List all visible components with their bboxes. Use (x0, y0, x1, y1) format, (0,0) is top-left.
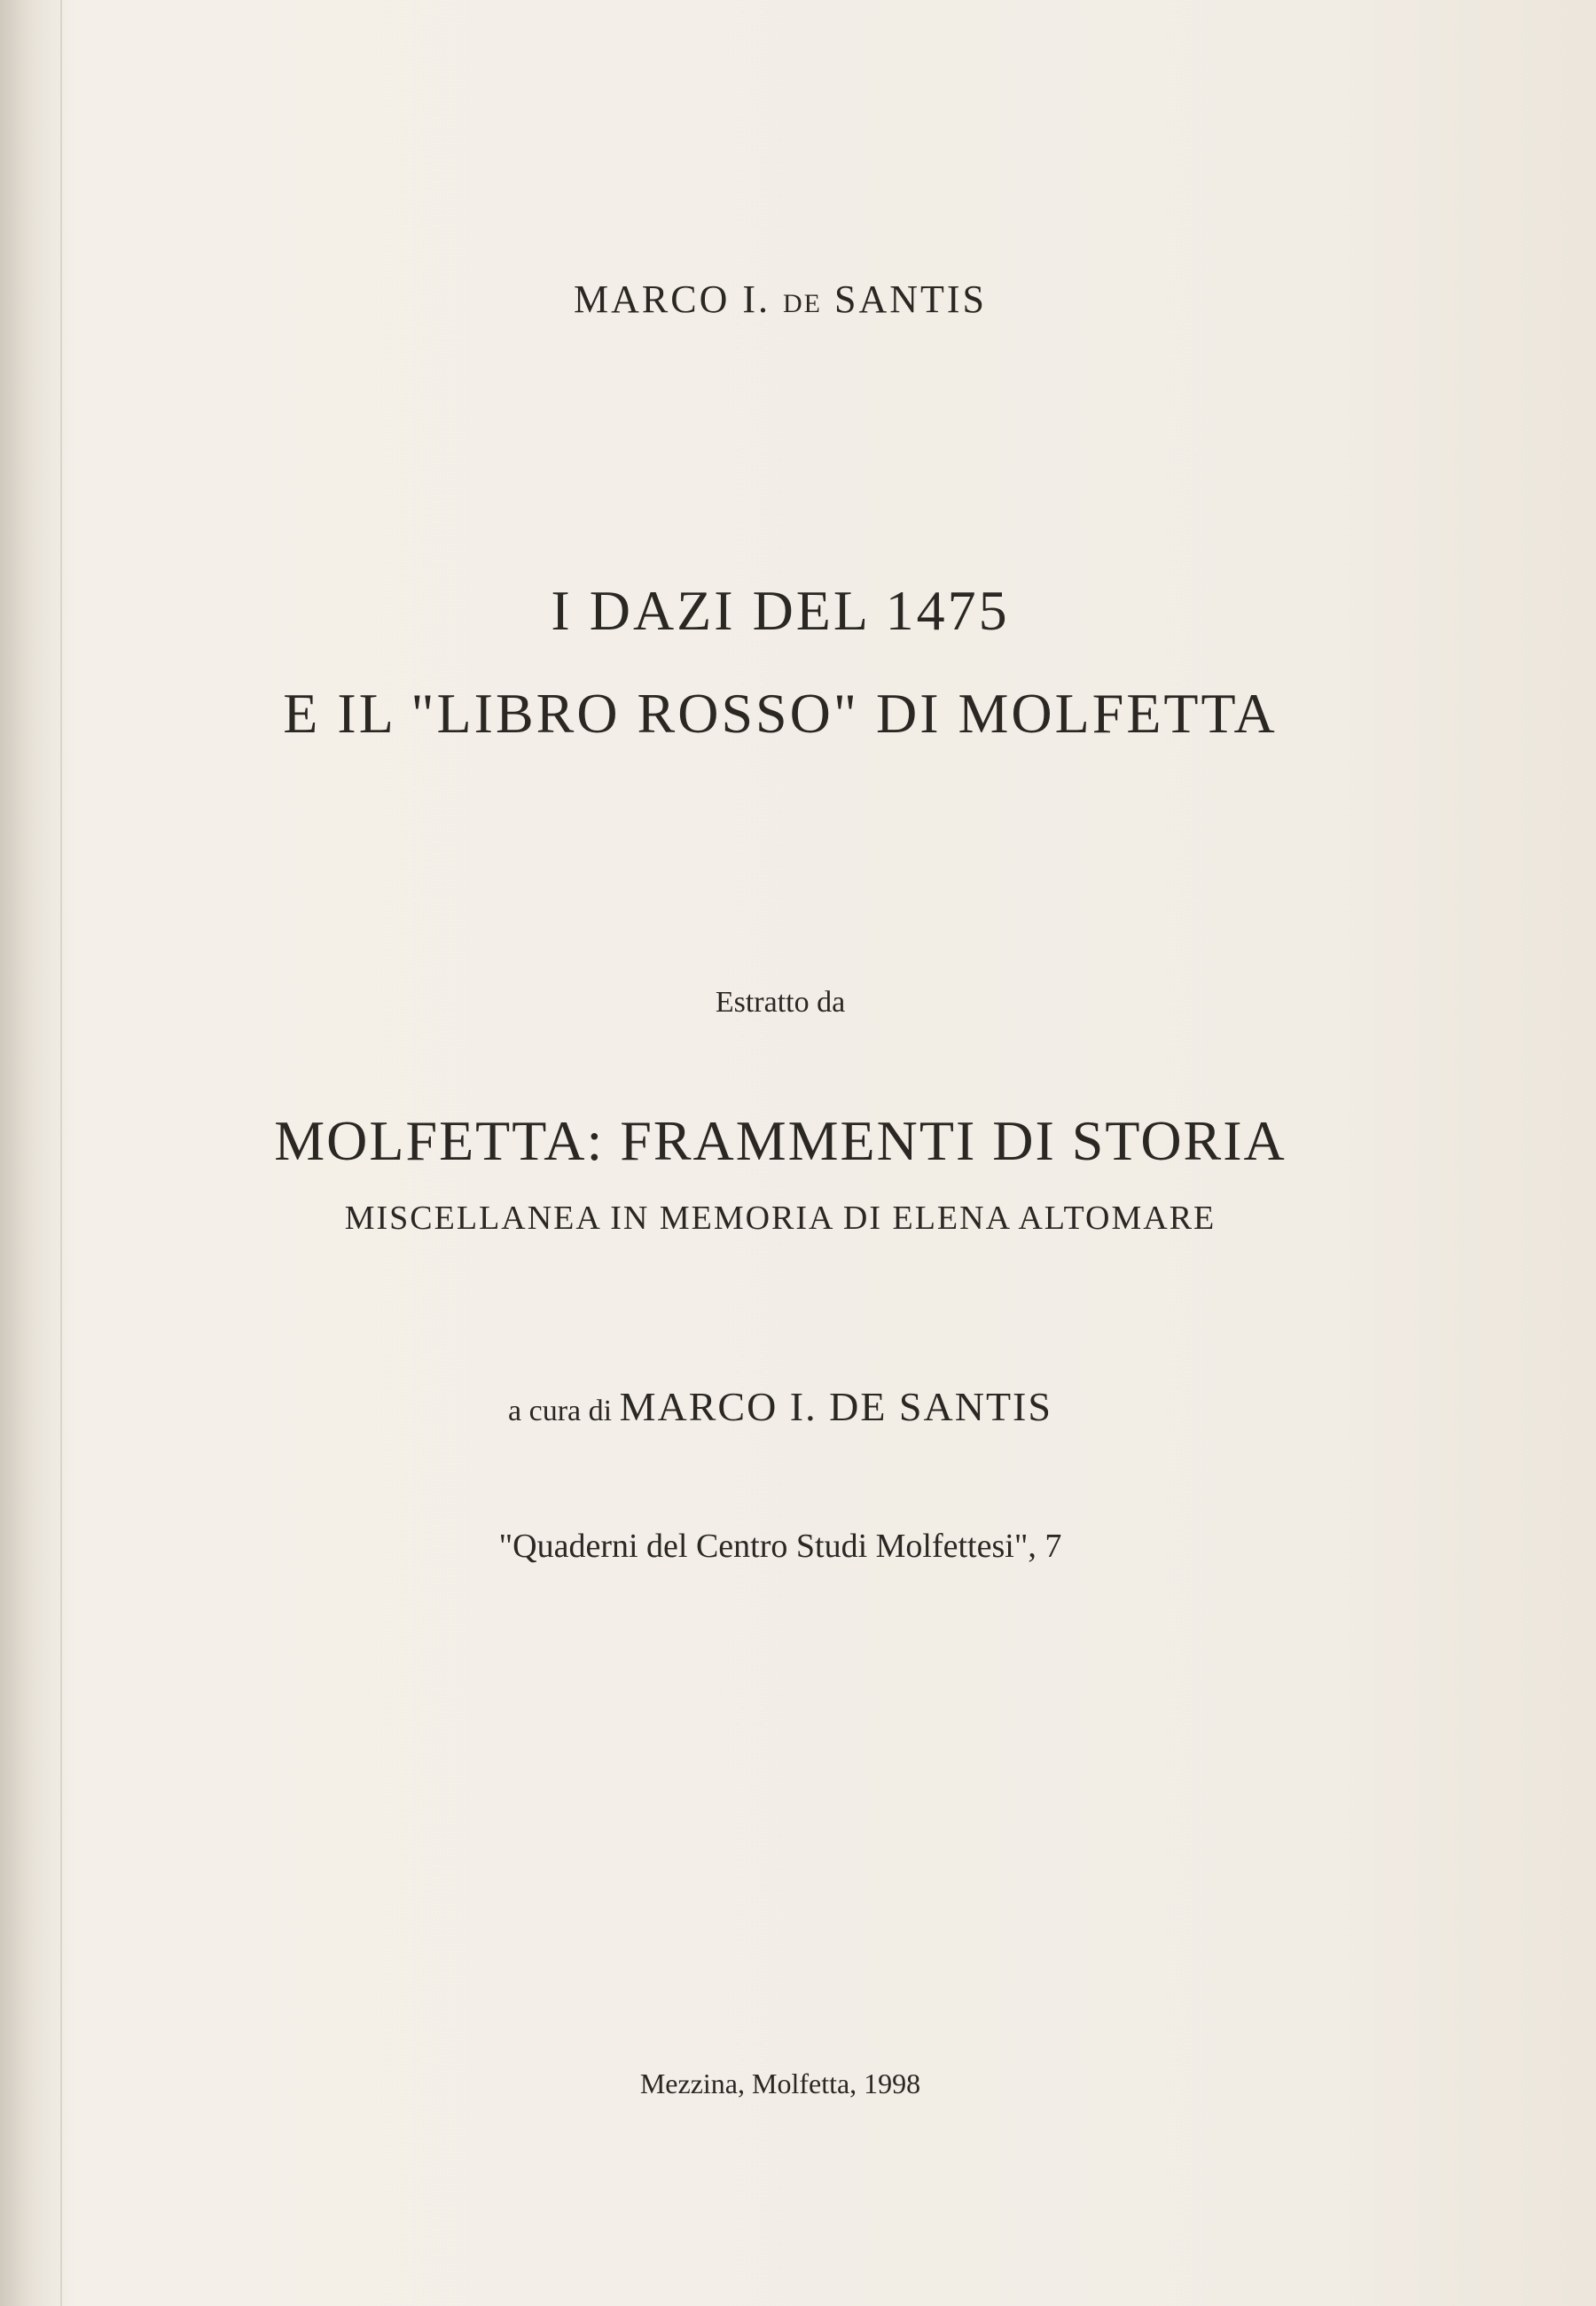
publisher-line: Mezzina, Molfetta, 1998 (639, 2068, 921, 2099)
curator-line (0, 1383, 1561, 1430)
author-particle: DE (783, 289, 822, 318)
series-line: "Quaderni del Centro Studi Molfettesi", 7 (498, 1528, 1062, 1565)
author-last: SANTIS (834, 278, 988, 321)
title-line-2: E IL "LIBRO ROSSO" DI MOLFETTA (283, 682, 1278, 745)
volume-title: MOLFETTA: FRAMMENTI DI STORIA (274, 1109, 1287, 1172)
curator-name: MARCO I. DE SANTIS (619, 1384, 1052, 1429)
author-first: MARCO I. (573, 278, 771, 321)
curator-prefix: a cura di (508, 1395, 613, 1427)
author-name (0, 277, 1561, 322)
title-line-1: I DAZI DEL 1475 (551, 579, 1010, 642)
extract-label: Estratto da (715, 986, 846, 1019)
volume-subtitle: MISCELLANEA IN MEMORIA DI ELENA ALTOMARE (344, 1200, 1217, 1237)
